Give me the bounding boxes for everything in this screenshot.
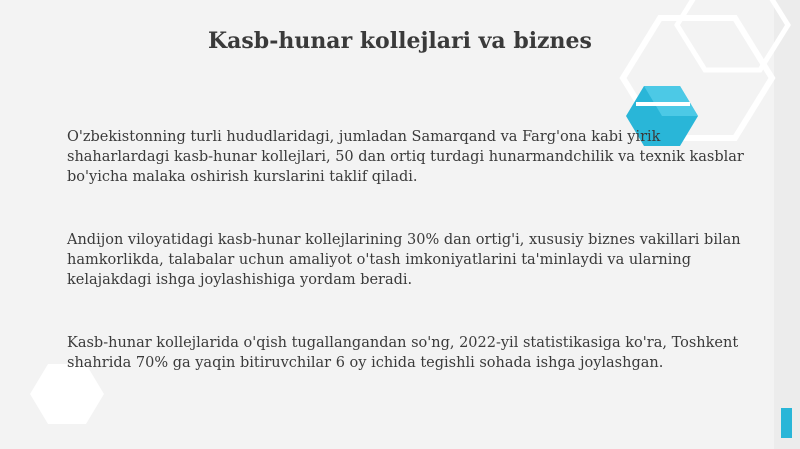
paragraph-1: O'zbekistonning turli hududlaridagi, jumladan Samarqand va Farg'ona kabi yirik shaharlardagi kasb-hunar kollejlari, 50 dan ortiq turdagi hunarmandchilik va texnik kasblar bo'yicha malaka oshirish kurslarini taklif qiladi. (67, 129, 744, 185)
hexagon-white-icon (30, 364, 104, 424)
paragraph-3: Kasb-hunar kollejlarida o'qish tugallangandan so'ng, 2022-yil statistikasiga ko'ra, Toshkent shahrida 70% ga yaqin bitiruvchilar 6 oy ichida tegishli sohada ishga joylashgan. (67, 335, 739, 371)
paragraph-2: Andijon viloyatidagi kasb-hunar kollejlarining 30% dan ortig'i, xususiy biznes vakillari bilan hamkorlikda, talabalar uchun amaliyot o'tash imkoniyatlarini ta'minlaydi va ularning kelajakdagi ishga joylashishiga yordam beradi. (67, 232, 741, 288)
slide-title: Kasb-hunar kollejlari va biznes (208, 28, 592, 54)
